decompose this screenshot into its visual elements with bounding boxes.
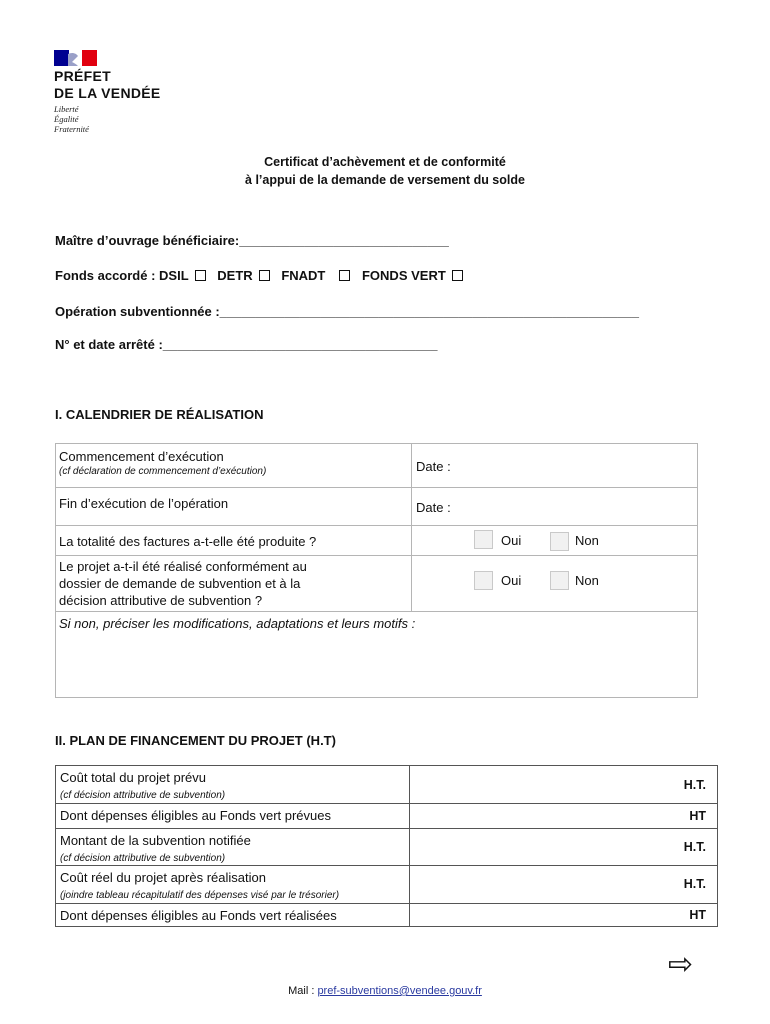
subvention-notifiee-note: (cf décision attributive de subvention) bbox=[60, 853, 226, 864]
section-1-heading: I. CALENDRIER DE RÉALISATION bbox=[55, 407, 264, 422]
fin-execution-date-field[interactable]: Date : bbox=[416, 500, 451, 515]
org-name-line2: DE LA VENDÉE bbox=[54, 85, 161, 101]
depenses-prevues-unit: HT bbox=[689, 809, 706, 823]
cout-total-unit: H.T. bbox=[683, 778, 706, 792]
org-name-line1: PRÉFET bbox=[54, 68, 112, 84]
calendrier-table bbox=[55, 443, 698, 698]
factures-non-checkbox[interactable] bbox=[550, 532, 569, 551]
cout-reel-note: (joindre tableau récapitulatif des dépenses visé par le trésorier) bbox=[60, 890, 340, 901]
fonds-option-fnadt: FNADT bbox=[281, 268, 326, 283]
cout-total-note: (cf décision attributive de subvention) bbox=[60, 790, 226, 801]
conformite-question-line1: Le projet a-t-il été réalisé conformément au bbox=[59, 559, 307, 574]
operation-subventionnee-field[interactable]: Opération subventionnée :__________________________________________________________ bbox=[55, 304, 640, 319]
mail-label: Mail : bbox=[288, 985, 318, 997]
depenses-prevues-label: Dont dépenses éligibles au Fonds vert prévues bbox=[60, 808, 331, 823]
conformite-non-checkbox[interactable] bbox=[550, 571, 569, 590]
fonds-accorde-row bbox=[55, 268, 471, 283]
cout-reel-unit: H.T. bbox=[683, 877, 706, 891]
section-2-heading: II. PLAN DE FINANCEMENT DU PROJET (H.T) bbox=[55, 733, 336, 748]
fonds-option-detr: DETR bbox=[217, 268, 253, 283]
motto-egalite: Égalité bbox=[54, 114, 79, 124]
detr-checkbox[interactable] bbox=[259, 270, 270, 281]
factures-question: La totalité des factures a-t-elle été produite ? bbox=[59, 534, 317, 549]
conformite-non-label: Non bbox=[575, 573, 599, 588]
conformite-question-line3: décision attributive de subvention ? bbox=[59, 593, 263, 608]
fin-execution-label: Fin d’exécution de l’opération bbox=[59, 496, 229, 511]
factures-oui-label: Oui bbox=[501, 533, 522, 548]
factures-non-label: Non bbox=[575, 533, 599, 548]
marianne-flag-logo bbox=[54, 50, 97, 66]
cout-reel-label: Coût réel du projet après réalisation bbox=[60, 870, 266, 885]
fonds-option-dsil: DSIL bbox=[159, 268, 189, 283]
document-title-line2: à l’appui de la demande de versement du solde bbox=[245, 173, 525, 187]
fonds-vert-checkbox[interactable] bbox=[452, 270, 463, 281]
dsil-checkbox[interactable] bbox=[195, 270, 206, 281]
mail-link[interactable]: pref-subventions@vendee.gouv.fr bbox=[317, 985, 482, 997]
conformite-oui-label: Oui bbox=[501, 573, 522, 588]
depenses-realisees-label: Dont dépenses éligibles au Fonds vert réalisées bbox=[60, 908, 337, 923]
factures-oui-checkbox[interactable] bbox=[474, 530, 493, 549]
fnadt-checkbox[interactable] bbox=[339, 270, 350, 281]
subvention-notifiee-label: Montant de la subvention notifiée bbox=[60, 833, 251, 848]
conformite-oui-checkbox[interactable] bbox=[474, 571, 493, 590]
depenses-realisees-unit: HT bbox=[689, 908, 706, 922]
numero-date-arrete-field[interactable]: N° et date arrêté :______________________________________ bbox=[55, 337, 438, 352]
footer-mail bbox=[0, 985, 770, 997]
fonds-label: Fonds accordé : bbox=[55, 268, 156, 283]
financement-table bbox=[55, 765, 718, 927]
motto-liberte: Liberté bbox=[54, 104, 79, 114]
document-title-line1: Certificat d’achèvement et de conformité bbox=[264, 155, 506, 169]
commencement-note: (cf déclaration de commencement d’exécution) bbox=[59, 466, 267, 477]
commencement-label: Commencement d’exécution bbox=[59, 449, 224, 464]
subvention-notifiee-unit: H.T. bbox=[683, 840, 706, 854]
fonds-option-fonds-vert: FONDS VERT bbox=[361, 268, 446, 283]
motto-fraternite: Fraternité bbox=[54, 124, 89, 134]
modifications-label: Si non, préciser les modifications, adaptations et leurs motifs : bbox=[59, 616, 416, 631]
conformite-question-line2: dossier de demande de subvention et à la bbox=[59, 576, 301, 591]
maitre-ouvrage-field[interactable]: Maître d’ouvrage bénéficiaire:_____________________________ bbox=[55, 233, 449, 248]
next-page-arrow-icon[interactable]: ⇨ bbox=[668, 948, 694, 981]
cout-total-label: Coût total du projet prévu bbox=[60, 770, 206, 785]
commencement-date-field[interactable]: Date : bbox=[416, 459, 451, 474]
